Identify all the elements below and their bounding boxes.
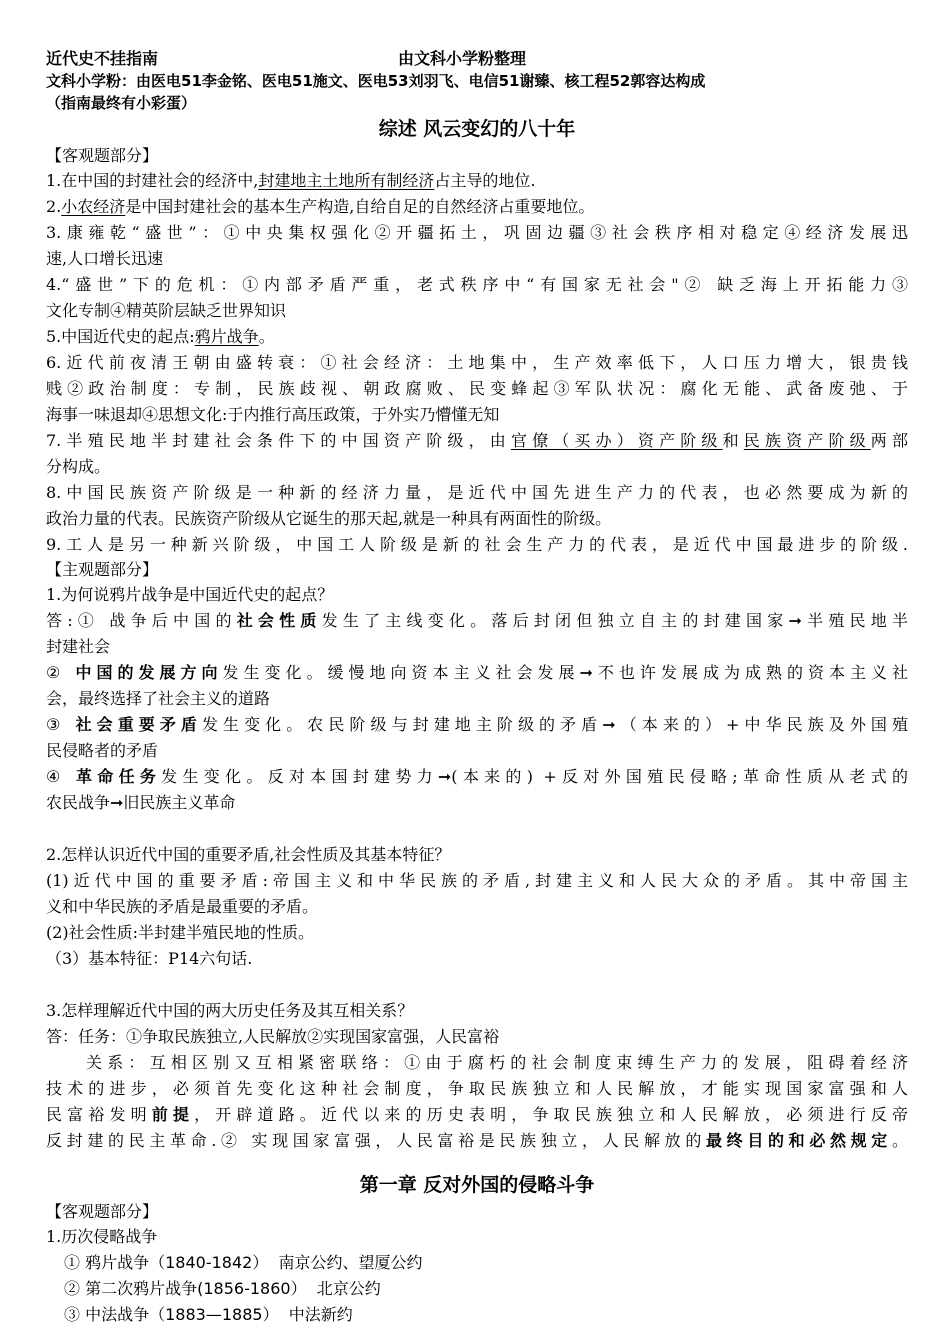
answer-1-point-3-cont: 民侵略者的矛盾	[46, 741, 159, 760]
war-years: (1856-1860）	[197, 1279, 307, 1298]
text: 发生变化。农民阶级与封建地主阶级的矛盾➞（本来的）+中华民族及外国殖	[201, 715, 908, 734]
underlined-term: 小农经济	[61, 197, 126, 216]
text: 发生变化。缓慢地向资本主义社会发展➞不也许发展成为成熟的资本主义社	[222, 663, 908, 682]
overview-title: 综述 风云变幻的八十年	[378, 118, 576, 140]
objective-item-3-line-2: 速,人口增长迅速	[46, 249, 164, 268]
answer-1-point-3	[46, 712, 908, 738]
text: 民富裕发明	[46, 1105, 152, 1124]
compiler-credit: 由文科小学粉整理	[398, 49, 527, 68]
text: 是中国封建社会的基本生产构造,自给自足的自然经济占重要地位。	[125, 197, 595, 216]
num: ②	[64, 1279, 81, 1298]
text: 反封建的民主革命.② 实现国家富强，人民富裕是民族独立，人民解放的	[46, 1131, 707, 1150]
answer-1-point-4-cont: 农民战争➞旧民族主义革命	[46, 793, 236, 812]
bold-term: 最终目的和必然规定	[706, 1131, 892, 1150]
answer-1-point-2-cont: 会，最终选择了社会主义的道路	[46, 689, 271, 708]
answer-3-relation-line-2: 技术的进步，必须首先变化这种社会制度，争取民族独立和人民解放，才能实现国家富强和人	[46, 1079, 908, 1098]
text: ④	[46, 767, 77, 786]
objective-item-6-line-1: 6.近代前夜清王朝由盛转衰：①社会经济：土地集中，生产效率低下，人口压力增大，银贵钱	[46, 353, 908, 372]
spacer	[46, 972, 908, 998]
chapter-1-title: 第一章 反对外国的侵略斗争	[359, 1174, 595, 1196]
easter-egg-note: （指南最终有小彩蛋）	[46, 94, 197, 112]
text: 发生变化。反对本国封建势力➞(本来的) +反对外国殖民侵略;革命性质从老式的	[161, 767, 908, 786]
bold-term: 中国的发展方向	[75, 663, 223, 682]
underlined-term: 鸦片战争	[194, 327, 259, 346]
text: 7.半殖民地半封建社会条件下的中国资产阶级，由	[46, 431, 511, 450]
objective-item-6-line-3: 海事一味退却④思想文化:于内推行高压政策，于外实乃懵懂无知	[46, 405, 500, 424]
chapter-1-objective-header: 【客观题部分】	[46, 1202, 159, 1221]
answer-2-point-1-cont: 义和中华民族的矛盾是最重要的矛盾。	[46, 897, 319, 916]
objective-item-4-line-1: 4.“盛世”下的危机：①内部矛盾严重，老式秩序中“有国家无社会"② 缺乏海上开拓能力③	[46, 275, 908, 294]
text: ②	[46, 663, 76, 682]
objective-item-4-line-2: 文化专制④精英阶层缺乏世界知识	[46, 301, 287, 320]
war-item	[46, 1302, 908, 1328]
members-line: 文科小学粉：由医电51李金铭、医电51施文、医电53刘羽飞、电信51谢臻、核工程52郭容达构成	[46, 72, 706, 90]
war-years: （1883—1885）	[149, 1305, 279, 1324]
war-name: 第二次鸦片战争	[85, 1279, 198, 1298]
objective-item-2	[46, 194, 908, 220]
text: ③	[46, 715, 76, 734]
text: 和	[722, 431, 744, 450]
num: ③	[64, 1305, 81, 1324]
objective-item-1	[46, 168, 908, 194]
bold-term: 前提	[151, 1105, 195, 1124]
text: 。	[258, 327, 275, 346]
question-3: 3.怎样理解近代中国的两大历史任务及其互相关系？	[46, 1001, 414, 1020]
war-name: 鸦片战争	[85, 1253, 150, 1272]
guide-title: 近代史不挂指南	[46, 49, 159, 68]
answer-1-point-4	[46, 764, 908, 790]
text: 2.	[46, 197, 62, 216]
answer-3-relation-line-3	[46, 1102, 908, 1128]
spacer	[46, 816, 908, 842]
war-treaty: 北京公约	[316, 1279, 381, 1298]
answer-2-point-2: (2)社会性质:半封建半殖民地的性质。	[46, 923, 315, 942]
question-2: 2.怎样认识近代中国的重要矛盾,社会性质及其基本特征？	[46, 845, 451, 864]
text: ，开辟道路。近代以来的历史表明，争取民族独立和人民解放，必须进行反帝	[194, 1105, 908, 1124]
bold-term: 社会重要矛盾	[75, 715, 202, 734]
underlined-term: 民族资产阶级	[743, 431, 871, 450]
objective-item-9: 9.工人是另一种新兴阶级，中国工人阶级是新的社会生产力的代表，是近代中国最进步的阶级.	[46, 535, 908, 554]
answer-3-tasks: 答：任务：①争取民族独立,人民解放②实现国家富强，人民富裕	[46, 1027, 500, 1046]
objective-item-8-line-2: 政治力量的代表。民族资产阶级从它诞生的那天起,就是一种具有两面性的阶级。	[46, 509, 612, 528]
underlined-term: 官僚（买办）资产阶级	[510, 431, 723, 450]
objective-item-5	[46, 324, 908, 350]
objective-header: 【客观题部分】	[46, 146, 159, 165]
num: ①	[64, 1253, 81, 1272]
text: 5.中国近代史的起点:	[46, 327, 195, 346]
subjective-header: 【主观题部分】	[46, 560, 159, 579]
text: 。	[891, 1131, 908, 1150]
war-treaty: 中法新约	[288, 1305, 353, 1324]
document-page	[46, 48, 908, 1328]
text: 占主导的地位.	[434, 171, 536, 190]
text: 1.在中国的封建社会的经济中,	[46, 171, 259, 190]
doc-header	[46, 48, 908, 70]
text: 两部	[870, 431, 908, 450]
text: 发生了主线变化。落后封闭但独立自主的封建国家➞半殖民地半	[321, 611, 908, 630]
chapter-1-item-1: 1.历次侵略战争	[46, 1227, 158, 1246]
underlined-term: 封建地主土地所有制经济	[258, 171, 435, 190]
answer-3-relation-line-1: 关系：互相区别又互相紧密联络：①由于腐朽的社会制度束缚生产力的发展，阻碍着经济	[86, 1053, 908, 1072]
answer-1-point-1	[46, 608, 908, 634]
objective-item-7-line-1	[46, 428, 908, 454]
spacer	[46, 1154, 908, 1170]
war-item	[46, 1276, 908, 1302]
bold-term: 社会性质	[236, 611, 322, 630]
answer-2-point-3: （3）基本特征：P14六句话.	[46, 949, 253, 968]
war-treaty: 南京公约、望厦公约	[278, 1253, 423, 1272]
text: 答:① 战争后中国的	[46, 611, 237, 630]
objective-item-6-line-2: 贱②政治制度：专制，民族歧视、朝政腐败、民变蜂起③军队状况：腐化无能、武备废弛、于	[46, 379, 908, 398]
objective-item-3-line-1: 3.康雍乾“盛世”：①中央集权强化②开疆拓土，巩固边疆③社会秩序相对稳定④经济发展迅	[46, 223, 908, 242]
objective-item-7-line-2: 分构成。	[46, 457, 111, 476]
bold-term: 革命任务	[76, 767, 162, 786]
answer-1-point-1-cont: 封建社会	[46, 637, 111, 656]
objective-item-8-line-1: 8.中国民族资产阶级是一种新的经济力量，是近代中国先进生产力的代表，也必然要成为新的	[46, 483, 908, 502]
answer-2-point-1: (1)近代中国的重要矛盾:帝国主义和中华民族的矛盾,封建主义和人民大众的矛盾。其中帝国主	[46, 871, 908, 890]
war-item	[46, 1250, 908, 1276]
answer-3-relation-line-4	[46, 1128, 908, 1154]
war-name: 中法战争	[85, 1305, 150, 1324]
war-years: （1840-1842）	[149, 1253, 269, 1272]
answer-1-point-2	[46, 660, 908, 686]
question-1: 1.为何说鸦片战争是中国近代史的起点？	[46, 585, 334, 604]
